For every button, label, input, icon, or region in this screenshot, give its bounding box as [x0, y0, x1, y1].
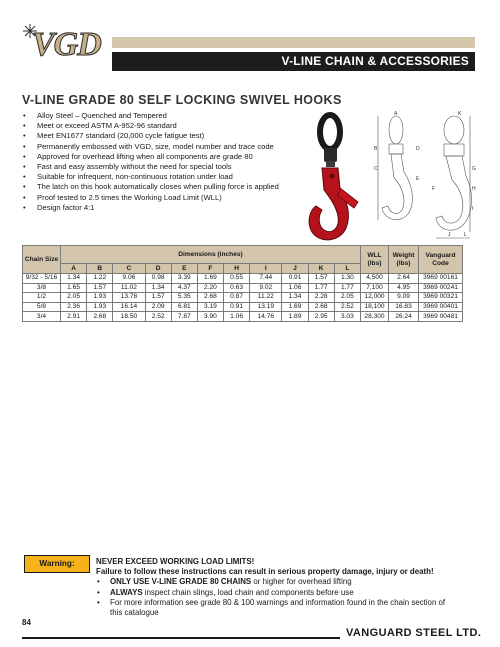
code-cell: 3969 00481 [419, 312, 463, 322]
dim-cell: 1.57 [308, 274, 334, 284]
page-number: 84 [22, 618, 31, 627]
vgd-logo [20, 22, 101, 64]
dim-cell: 2.95 [308, 312, 334, 322]
dim-cell: 1.34 [61, 274, 87, 284]
dim-cell: 13.78 [113, 293, 145, 303]
dim-cell: 2.68 [87, 312, 113, 322]
dim-cell: 5.35 [171, 293, 197, 303]
warning-item [96, 588, 476, 598]
chain-size-cell: 5/8 [23, 302, 61, 312]
dim-cell: 2.52 [334, 302, 360, 312]
dim-cell: 1.77 [308, 283, 334, 293]
company-name: VANGUARD STEEL LTD. [346, 627, 482, 639]
warning-subheadline: Failure to follow these instructions can result in serious property damage, injury or death! [96, 567, 434, 577]
weight-cell: 16.83 [389, 302, 419, 312]
warning-list [96, 577, 476, 618]
chain-size-cell: 3/8 [23, 283, 61, 293]
feature-item: • Fast and easy assembly without the need for special tools [22, 162, 342, 172]
dim-cell: 1.57 [145, 293, 171, 303]
dim-col-header: E [171, 264, 197, 274]
dim-cell: 0.87 [224, 293, 250, 303]
dim-cell: 0.63 [224, 283, 250, 293]
dim-cell: 2.36 [61, 302, 87, 312]
feature-item: • Permanently embossed with VGD, size, model number and trace code [22, 142, 342, 152]
dim-cell: 1.93 [87, 293, 113, 303]
table-row [23, 302, 463, 312]
code-cell: 3969 00161 [419, 274, 463, 284]
dim-col-header: H [224, 264, 250, 274]
dim-col-header: F [197, 264, 223, 274]
dim-cell: 3.03 [334, 312, 360, 322]
dim-cell: 9.06 [113, 274, 145, 284]
hook-photo [300, 110, 372, 250]
drawing-label: K [458, 111, 462, 117]
drawing-label: F [432, 186, 436, 192]
dim-col-header: A [61, 264, 87, 274]
wll-cell: 12,000 [361, 293, 389, 303]
dim-cell: 1.06 [224, 312, 250, 322]
drawing-label: E [416, 176, 420, 182]
section-header: V-LINE CHAIN & ACCESSORIES [112, 52, 475, 71]
dim-cell: 2.05 [61, 293, 87, 303]
logo-wordmark: VGD [32, 26, 101, 63]
dim-col-header: L [334, 264, 360, 274]
dim-cell: 2.05 [334, 293, 360, 303]
drawing-label: D [416, 146, 420, 152]
dim-cell: 2.91 [61, 312, 87, 322]
dim-cell: 1.22 [87, 274, 113, 284]
dim-cell: 1.30 [334, 274, 360, 284]
drawing-label: G [472, 166, 476, 172]
drawing-label: I [472, 206, 474, 212]
dim-cell: 3.90 [197, 312, 223, 322]
dim-cell: 1.69 [197, 274, 223, 284]
weight-header: Weight (lbs) [389, 246, 419, 274]
chain-size-cell: 9/32 - 5/16 [23, 274, 61, 284]
dim-cell: 3.39 [171, 274, 197, 284]
weight-cell: 26.24 [389, 312, 419, 322]
table-row [23, 293, 463, 303]
warning-headline: NEVER EXCEED WORKING LOAD LIMITS! [96, 557, 255, 566]
dim-col-header: K [308, 264, 334, 274]
hook-technical-drawing [374, 110, 478, 242]
dim-cell: 0.55 [224, 274, 250, 284]
dim-cell: 1.34 [145, 283, 171, 293]
dim-cell: 1.06 [282, 283, 308, 293]
drawing-label: J [448, 232, 451, 238]
feature-item: • Meet EN1677 standard (20,000 cycle fatigue test) [22, 131, 342, 141]
warning-item: • For more information see grade 80 & 100 warnings and information found in the chain section of [96, 598, 476, 608]
dim-cell: 2.09 [145, 302, 171, 312]
drawing-label: B [374, 146, 378, 152]
table-row [23, 283, 463, 293]
drawing-label: C [374, 166, 378, 172]
dim-cell: 1.77 [334, 283, 360, 293]
chain-size-cell: 1/2 [23, 293, 61, 303]
wll-header: WLL (lbs) [361, 246, 389, 274]
code-cell: 3969 00401 [419, 302, 463, 312]
feature-list [22, 111, 342, 213]
dim-cell: 1.34 [282, 293, 308, 303]
footer-rule [22, 637, 340, 639]
dim-cell: 2.28 [308, 293, 334, 303]
warning-block [96, 557, 476, 618]
wll-cell: 4,500 [361, 274, 389, 284]
dim-cell: 14.76 [250, 312, 282, 322]
feature-item: • Approved for overhead lifting when all components are grade 80 [22, 152, 342, 162]
feature-item: • Design factor 4:1 [22, 203, 342, 213]
dim-cell: 6.81 [171, 302, 197, 312]
weight-cell: 2.64 [389, 274, 419, 284]
wll-cell: 18,100 [361, 302, 389, 312]
warning-item-continuation: this catalogue [110, 608, 159, 618]
drawing-label: A [394, 111, 398, 117]
dim-cell: 1.89 [282, 312, 308, 322]
dim-cell: 2.68 [308, 302, 334, 312]
dim-cell: 16.14 [113, 302, 145, 312]
table-row [23, 312, 463, 322]
wll-cell: 28,300 [361, 312, 389, 322]
drawing-label: H [472, 186, 476, 192]
feature-item: • Alloy Steel – Quenched and Tempered [22, 111, 342, 121]
dim-cell: 1.93 [87, 302, 113, 312]
spec-table [22, 245, 463, 322]
code-cell: 3969 00321 [419, 293, 463, 303]
feature-item: • Proof tested to 2.5 times the Working Load Limit (WLL) [22, 193, 342, 203]
dim-cell: 2.20 [197, 283, 223, 293]
dim-cell: 18.50 [113, 312, 145, 322]
dim-cell: 11.22 [250, 293, 282, 303]
dim-cell: 3.19 [197, 302, 223, 312]
dim-cell: 2.68 [197, 293, 223, 303]
top-accent-band [112, 37, 475, 48]
dim-cell: 7.87 [171, 312, 197, 322]
warning-item [96, 577, 476, 587]
chain-size-cell: 3/4 [23, 312, 61, 322]
weight-cell: 9.09 [389, 293, 419, 303]
table-row [23, 274, 463, 284]
dim-cell: 13.19 [250, 302, 282, 312]
warning-item-text: or higher for overhead lifting [251, 577, 352, 587]
warning-item-emphasis: ONLY USE V-LINE GRADE 80 CHAINS [110, 577, 252, 587]
dim-cell: 1.65 [61, 283, 87, 293]
dim-col-header: J [282, 264, 308, 274]
dim-col-header: B [87, 264, 113, 274]
weight-cell: 4.95 [389, 283, 419, 293]
dim-col-header: I [250, 264, 282, 274]
drawing-label: L [464, 232, 467, 238]
code-header: Vanguard Code [419, 246, 463, 274]
feature-item: • The latch on this hook automatically closes when pulling force is applied [22, 182, 342, 192]
dimensions-header: Dimensions (inches) [61, 246, 361, 264]
dim-cell: 7.44 [250, 274, 282, 284]
dim-cell: 9.02 [250, 283, 282, 293]
dim-cell: 0.98 [145, 274, 171, 284]
warning-label: Warning: [24, 555, 90, 573]
feature-item: • Suitable for infrequent, non-continuous rotation under load [22, 172, 342, 182]
warning-item-emphasis: ALWAYS [110, 587, 143, 597]
dim-cell: 11.02 [113, 283, 145, 293]
dim-cell: 2.52 [145, 312, 171, 322]
chain-size-header: Chain Size [23, 246, 61, 274]
dim-cell: 1.57 [87, 283, 113, 293]
wll-cell: 7,100 [361, 283, 389, 293]
dim-col-header: C [113, 264, 145, 274]
warning-item-text: inspect chain slings, load chain and components before use [142, 587, 354, 597]
dim-cell: 1.69 [282, 302, 308, 312]
dim-col-header: D [145, 264, 171, 274]
dim-cell: 0.91 [224, 302, 250, 312]
code-cell: 3969 00241 [419, 283, 463, 293]
dim-cell: 4.37 [171, 283, 197, 293]
product-title: V-LINE GRADE 80 SELF LOCKING SWIVEL HOOKS [22, 93, 342, 107]
feature-item: • Meet or exceed ASTM A-952-96 standard [22, 121, 342, 131]
dim-cell: 0.91 [282, 274, 308, 284]
